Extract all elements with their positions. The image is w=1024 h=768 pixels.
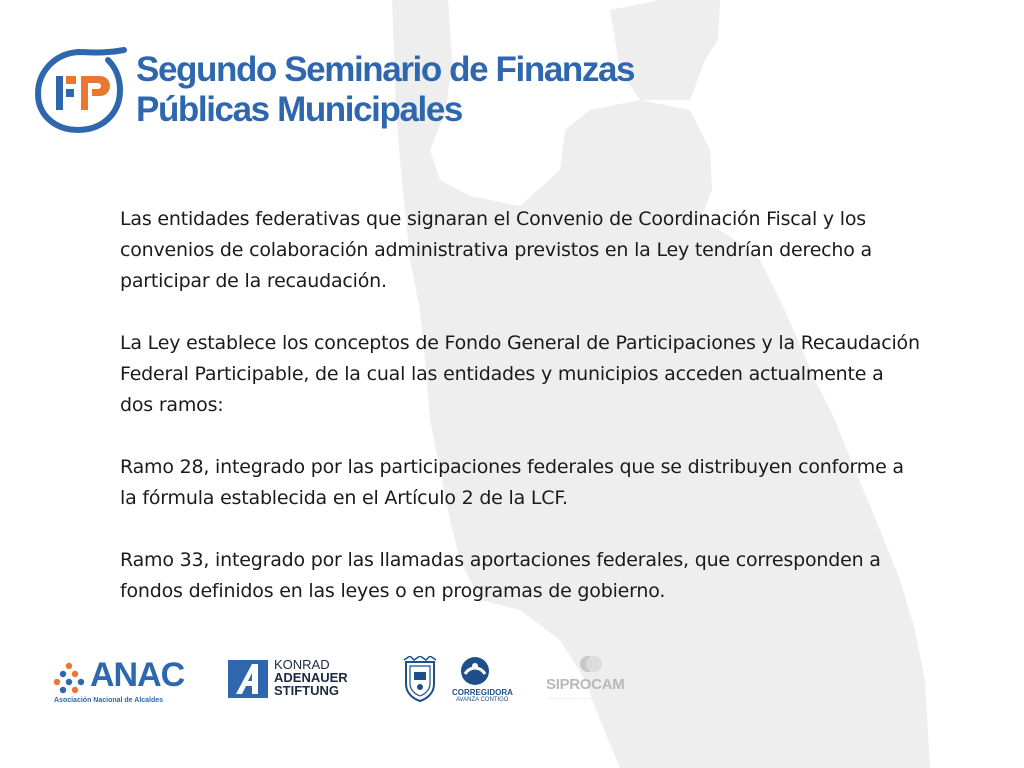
siprocam-mark-icon xyxy=(578,654,604,676)
seminar-header xyxy=(34,44,654,134)
coat-of-arms-icon xyxy=(400,656,440,702)
paragraph-convenio: Las entidades federativas que signaran el Convenio de Coordinación Fiscal y los convenios de colaboración administrativa previstos en la Ley tendrían derecho a participar de la recaudación. xyxy=(120,208,872,292)
seminar-logo-icon xyxy=(34,44,128,134)
kas-line-2: ADENAUER xyxy=(274,670,348,685)
seminar-title xyxy=(136,50,634,130)
paragraph-ley: La Ley establece los conceptos de Fondo General de Participaciones y la Recaudación Federal Participable, de la cual las entidades y municipios acceden actualmente a dos ramos: xyxy=(120,332,920,416)
coat-of-arms-logo xyxy=(400,656,440,702)
kas-line-3: STIFTUNG xyxy=(274,683,339,698)
corregidora-mark-icon xyxy=(460,656,490,686)
kas-mark-icon xyxy=(228,660,268,698)
kas-line-1: KONRAD xyxy=(274,657,330,672)
title-line-2: Públicas Municipales xyxy=(136,90,462,129)
partner-logos xyxy=(0,650,1024,710)
anac-name: ANAC xyxy=(90,656,185,694)
paragraph-ramo-33: Ramo 33, integrado por las llamadas aportaciones federales, que corresponden a fondos definidos en las leyes o en programas de gobierno. xyxy=(120,549,881,602)
anac-subtitle: Asociación Nacional de Alcaldes xyxy=(54,697,164,704)
kas-wordmark xyxy=(274,658,348,697)
title-line-1: Segundo Seminario de Finanzas xyxy=(136,50,635,89)
anac-dots-icon xyxy=(52,662,86,694)
siprocam-logo xyxy=(546,654,646,704)
corregidora-tagline: AVANZA CONTIGO xyxy=(456,697,509,703)
corregidora-name: CORREGIDORA xyxy=(452,688,513,697)
body-content xyxy=(120,204,920,638)
corregidora-logo xyxy=(452,656,512,706)
siprocam-name: SIPROCAM xyxy=(546,676,625,693)
konrad-adenauer-logo xyxy=(228,658,368,700)
paragraph-ramo-28: Ramo 28, integrado por las participaciones federales que se distribuyen conforme a la fórmula establecida en el Artículo 2 de la LCF. xyxy=(120,456,904,509)
siprocam-subtitle: — — — — — — — — — xyxy=(548,695,593,700)
anac-logo xyxy=(52,656,192,704)
